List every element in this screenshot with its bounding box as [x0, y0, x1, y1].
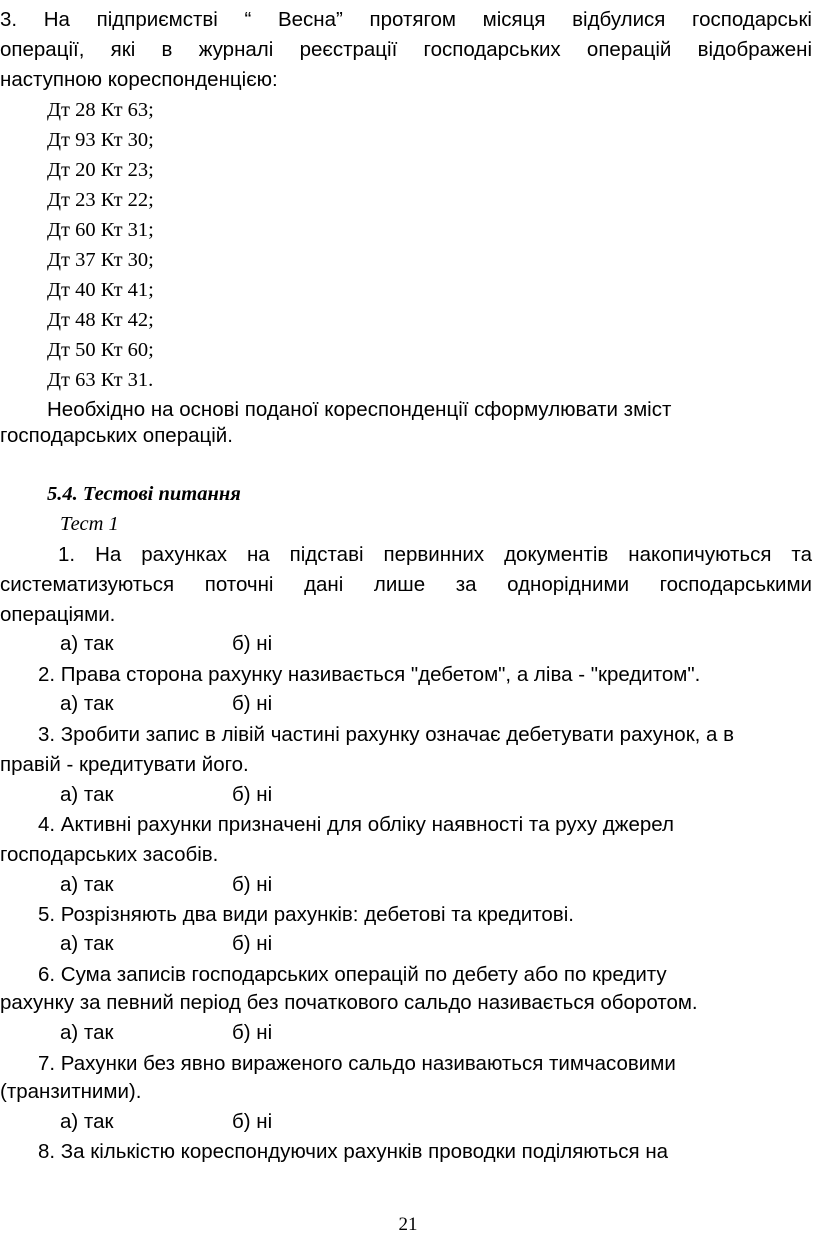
- entry-2: Дт 93 Кт 30;: [47, 129, 154, 151]
- entry-3: Дт 20 Кт 23;: [47, 159, 154, 181]
- instruction-line-1: Необхідно на основі поданої кореспонденції сформулювати зміст: [47, 398, 672, 421]
- answer-no: б) ні: [232, 873, 273, 896]
- entry-1: Дт 28 Кт 63;: [47, 99, 154, 121]
- question-8-line-1: 8. За кількістю кореспондуючих рахунків проводки поділяються на: [38, 1140, 669, 1163]
- answer-no: б) ні: [232, 632, 273, 655]
- question-3-line-1: 3. Зробити запис в лівій частині рахунку означає дебетувати рахунок, а в: [38, 723, 735, 746]
- entry-4: Дт 23 Кт 22;: [47, 189, 154, 211]
- question-6-line-2: рахунку за певний період без початкового сальдо називається оборотом.: [0, 991, 698, 1014]
- question-1-line-1: 1. На рахунках на підставі первинних документів накопичуються та: [58, 543, 812, 566]
- entry-9: Дт 50 Кт 60;: [47, 339, 154, 361]
- answer-no: б) ні: [232, 932, 273, 955]
- question-6-line-1: 6. Сума записів господарських операцій по дебету або по кредиту: [38, 963, 667, 986]
- task3-line-2: операції, які в журналі реєстрації господарських операцій відображені: [0, 38, 812, 61]
- answer-yes: а) так: [60, 783, 114, 806]
- answer-no: б) ні: [232, 783, 273, 806]
- answer-no: б) ні: [232, 1110, 273, 1133]
- answer-yes: а) так: [60, 632, 114, 655]
- answer-yes: а) так: [60, 1110, 114, 1133]
- page-number: 21: [398, 1214, 418, 1235]
- question-1-line-3: операціями.: [0, 603, 116, 626]
- question-2-line-1: 2. Права сторона рахунку називається "дебетом", а ліва - "кредитом".: [38, 663, 701, 686]
- answer-yes: а) так: [60, 932, 114, 955]
- entry-8: Дт 48 Кт 42;: [47, 309, 154, 331]
- test-title: Тест 1: [60, 513, 119, 535]
- question-4-line-1: 4. Активні рахунки призначені для обліку наявності та руху джерел: [38, 813, 674, 836]
- instruction-line-2: господарських операцій.: [0, 424, 233, 447]
- section-title: 5.4. Тестові питання: [47, 483, 241, 505]
- question-4-line-2: господарських засобів.: [0, 843, 219, 866]
- entry-7: Дт 40 Кт 41;: [47, 279, 154, 301]
- question-3-line-2: правій - кредитувати його.: [0, 753, 249, 776]
- answer-no: б) ні: [232, 692, 273, 715]
- answer-no: б) ні: [232, 1021, 273, 1044]
- entry-5: Дт 60 Кт 31;: [47, 219, 154, 241]
- entry-10: Дт 63 Кт 31.: [47, 369, 154, 391]
- task3-line-3: наступною кореспонденцією:: [0, 68, 278, 91]
- question-5-line-1: 5. Розрізняють два види рахунків: дебетові та кредитові.: [38, 903, 574, 926]
- question-7-line-1: 7. Рахунки без явно вираженого сальдо називаються тимчасовими: [38, 1052, 676, 1075]
- answer-yes: а) так: [60, 692, 114, 715]
- entry-6: Дт 37 Кт 30;: [47, 249, 154, 271]
- answer-yes: а) так: [60, 873, 114, 896]
- task3-line-1: 3. На підприємстві “ Весна” протягом місяця відбулися господарські: [0, 8, 812, 31]
- question-7-line-2: (транзитними).: [0, 1080, 142, 1103]
- question-1-line-2: систематизуються поточні дані лише за однорідними господарськими: [0, 573, 812, 596]
- answer-yes: а) так: [60, 1021, 114, 1044]
